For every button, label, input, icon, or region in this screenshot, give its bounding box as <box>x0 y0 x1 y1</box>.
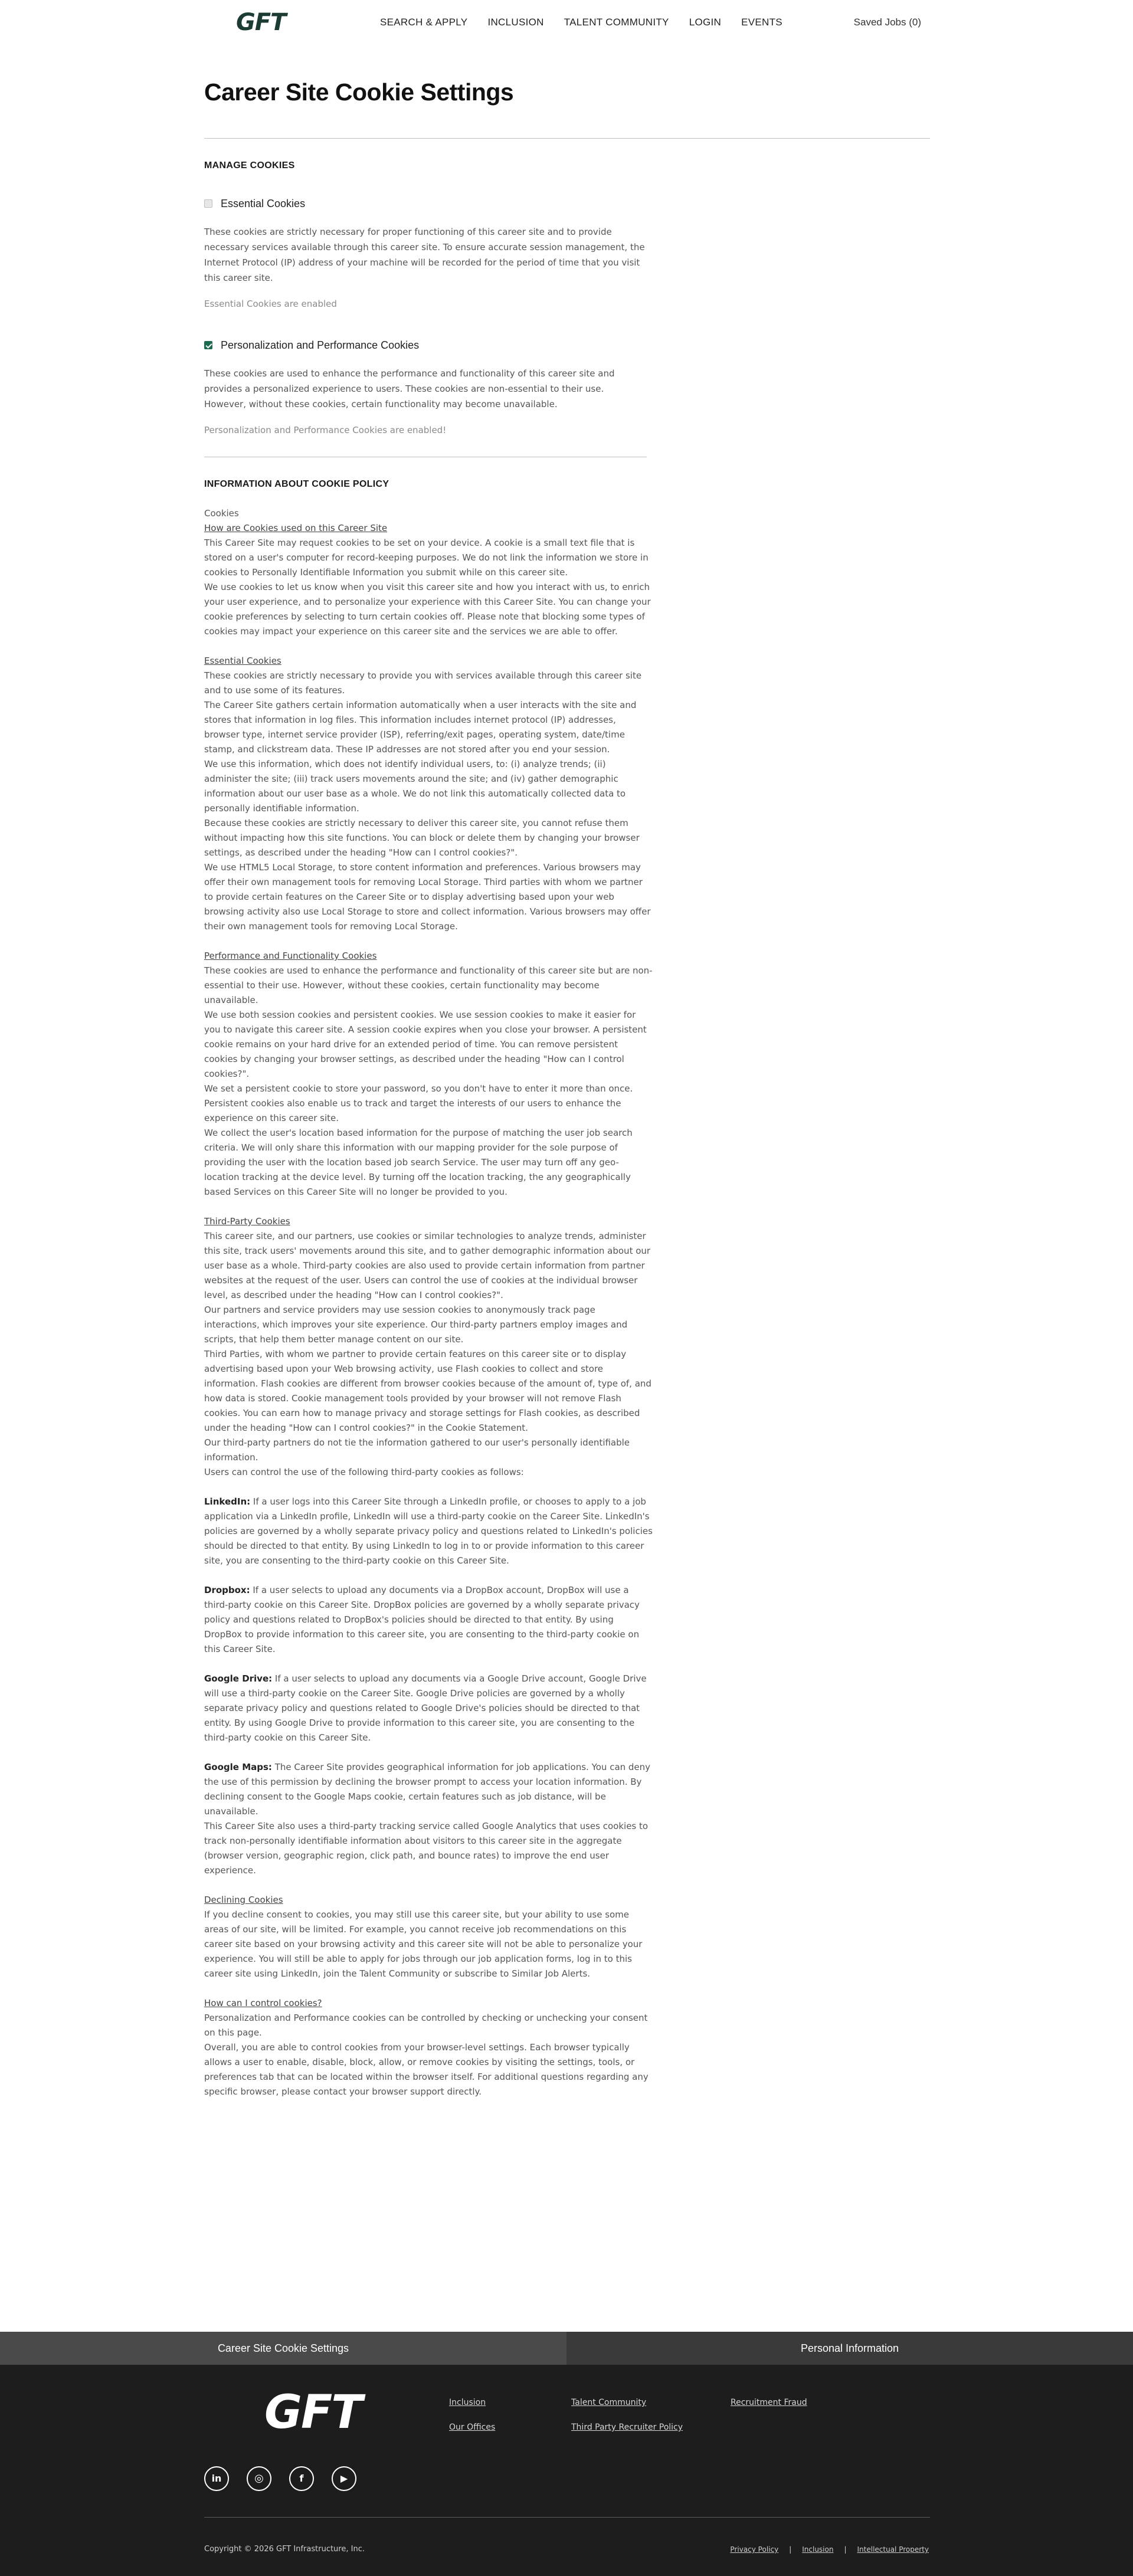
perf-p2: We use both session cookies and persistent cookies. We use session cookies to make it easier for you to navigate this career site. A session cookie expires when you close your browser. A persistent cookie remains on your hard drive for an extended period of time. You can remove persistent cookies by changing your browser settings, as described under the heading "How can I control cookies?". <box>204 1010 647 1079</box>
linkedin-icon[interactable]: in <box>204 2466 229 2491</box>
third-title: Third-Party Cookies <box>204 1216 290 1227</box>
linkedin-text: If a user logs into this Career Site through a LinkedIn profile, or chooses to apply to a job application via a LinkedIn profile, LinkedIn will use a third-party cookie on the Career Site. LinkedIn's policies are governed by a wholly separate privacy policy and questions related to LinkedIn's policies should be directed to that entity. By using LinkedIn to log in to or provide information to this career site, you are consenting to the third-party cookie on this Career Site. <box>204 1496 653 1566</box>
control-p2: Overall, you are able to control cookies from your browser-level settings. Each browser typically allows a user to enable, disable, block, allow, or remove cookies by visiting the settings, tools, or preferences tab that can be located within the browser itself. For additional questions regarding any specific browser, please contact your browser support directly. <box>204 2042 649 2097</box>
third-p4: Our third-party partners do not tie the information gathered to our user's personally identifiable information. <box>204 1437 630 1463</box>
gmaps-paragraph <box>204 1760 653 1819</box>
essential-cookies-row <box>204 196 647 211</box>
page-title: Career Site Cookie Settings <box>204 78 514 106</box>
nav-events[interactable]: EVENTS <box>741 17 782 28</box>
control-p1: Personalization and Performance cookies can be controlled by checking or unchecking your consent on this page. <box>204 2013 648 2038</box>
essential-cookies-status: Essential Cookies are enabled <box>204 299 337 309</box>
essential-p1: These cookies are strictly necessary to provide you with services available through this career site and to use some of its features. <box>204 670 642 696</box>
social-links <box>204 2466 356 2491</box>
essential-p5: We use HTML5 Local Storage, to store content information and preferences. Various browsers may offer their own management tools for removing Local Storage. Third parties with whom we partner to provide certain features on the Career Site or to display advertising based upon your web browsing activity also use Local Storage to store and collect information. Various browsers may offer their own management tools for removing Local Storage. <box>204 862 651 932</box>
cookie-policy-content <box>204 506 653 2099</box>
footer-link-fraud[interactable]: Recruitment Fraud <box>731 2398 807 2407</box>
instagram-icon[interactable]: ◎ <box>247 2466 271 2491</box>
performance-cookies-row <box>204 337 647 353</box>
site-footer <box>0 2365 1133 2576</box>
control-title: How can I control cookies? <box>204 1998 322 2008</box>
third-p2: Our partners and service providers may use session cookies to anonymously track page interactions, which improves your site experience. Our third-party partners employ images and scripts, that help them better manage content on our site. <box>204 1305 628 1345</box>
perf-p3: We set a persistent cookie to store your password, so you don't have to enter it more than once. Persistent cookies also enable us to track and target the interests of our users to enhance the experience on this career site. <box>204 1083 633 1123</box>
linkedin-paragraph <box>204 1495 653 1568</box>
gdrive-label: Google Drive: <box>204 1673 273 1684</box>
privacy-policy-link[interactable]: Privacy Policy <box>730 2545 779 2554</box>
legal-separator: | <box>789 2545 792 2554</box>
performance-cookies-status: Personalization and Performance Cookies are enabled! <box>204 425 447 435</box>
manage-cookies-title: MANAGE COOKIES <box>204 160 295 171</box>
essential-p4: Because these cookies are strictly necessary to deliver this career site, you cannot refuse them without impacting how this site functions. You can block or delete them by changing your browser settings, as described under the heading "How can I control cookies?". <box>204 818 640 858</box>
nav-talent-community[interactable]: TALENT COMMUNITY <box>564 17 669 28</box>
footer-link-offices[interactable]: Our Offices <box>449 2423 496 2432</box>
footer-link-talent[interactable]: Talent Community <box>571 2398 647 2407</box>
third-p1: This career site, and our partners, use cookies or similar technologies to analyze trends, administer this site, track users' movements around this site, and to gather demographic information about our user base as a whole. Third-party cookies are also used to provide certain information from partner websites at the request of the user. Users can control the use of cookies at the individual browser level, as described under the heading "How can I control cookies?". <box>204 1231 651 1300</box>
gmaps-label: Google Maps: <box>204 1762 272 1772</box>
gdrive-paragraph <box>204 1672 653 1745</box>
how-used-title: How are Cookies used on this Career Site <box>204 523 388 533</box>
performance-cookies-description: These cookies are used to enhance the performance and functionality of this career site and provides a personalized experience to users. These cookies are non-essential to their use. However, without these cookies, certain functionality may become unavailable. <box>204 368 615 409</box>
tab-personal-information[interactable]: Personal Information <box>800 2342 899 2354</box>
footer-tabs <box>0 2332 1133 2365</box>
perf-title: Performance and Functionality Cookies <box>204 951 377 961</box>
title-divider <box>204 138 930 139</box>
footer-link-third-party[interactable]: Third Party Recruiter Policy <box>571 2423 683 2432</box>
perf-p1: These cookies are used to enhance the performance and functionality of this career site but are non-essential to their use. However, without these cookies, certain functionality may become unavailable. <box>204 965 653 1005</box>
copyright: Copyright © 2026 GFT Infrastructure, Inc. <box>204 2545 365 2554</box>
declining-p1: If you decline consent to cookies, you may still use this career site, but your ability to use some areas of our site, will be limited. For example, you cannot receive job recommendations on this career site based on your browsing activity and this career site will not be able to personalize your experience. You will still be able to apply for jobs through our job application forms, log in to this career site using LinkedIn, join the Talent Community or subscribe to Similar Job Alerts. <box>204 1909 643 1979</box>
footer-link-inclusion[interactable]: Inclusion <box>449 2398 486 2407</box>
linkedin-label: LinkedIn: <box>204 1496 251 1507</box>
nav-login[interactable]: LOGIN <box>689 17 722 28</box>
cookie-policy-heading <box>204 477 647 492</box>
cookies-label: Cookies <box>204 508 239 519</box>
dropbox-text: If a user selects to upload any documents via a DropBox account, DropBox will use a third-party cookie on this Career Site. DropBox policies are governed by a wholly separate privacy policy and questions related to DropBox's policies should be directed to that entity. By using DropBox to provide information to this career site, you are consenting to the third-party cookie on this Career Site. <box>204 1585 640 1654</box>
footer-gft-logo[interactable]: GFT <box>264 2386 362 2439</box>
cookie-policy-title: INFORMATION ABOUT COOKIE POLICY <box>204 479 389 489</box>
legal-links <box>730 2542 929 2557</box>
facebook-icon[interactable]: f <box>289 2466 314 2491</box>
manage-cookies-heading <box>204 158 647 173</box>
how-used-p2: We use cookies to let us know when you visit this career site and how you interact with us, to enrich your user experience, and to personalize your experience with this Career Site. You can change your cookie preferences by selecting to turn certain cookies off. Please note that blocking some types of cookies may impact your experience on this career site and the services we are able to offer. <box>204 582 651 637</box>
essential-cookies-description: These cookies are strictly necessary for proper functioning of this career site and to provide necessary services available through this career site. To ensure accurate session management, the Internet Protocol (IP) address of your machine will be recorded for the period of time that you visit this career site. <box>204 227 645 283</box>
essential-p3: We use this information, which does not identify individual users, to: (i) analyze trends; (ii) administer the site; (iii) track users movements around the site; and (iv) gather demographic information about our user base as a whole. We do not link this automatically collected data to personally identifiable information. <box>204 759 626 814</box>
main-nav <box>380 14 782 31</box>
gmaps-text: The Career Site provides geographical information for job applications. You can deny the use of this permission by declining the browser prompt to access your location information. By declining consent to the Google Maps cookie, certain features such as job distance, will be unavailable. <box>204 1762 651 1817</box>
perf-p4: We collect the user's location based information for the purpose of matching the user job search criteria. We will only share this information with our mapping provider for the sole purpose of providing the user with the location based job search Service. The user may turn off any geo-location tracking at the device level. By turning off the location tracking, the any geographically based Services on this Career Site will no longer be provided to you. <box>204 1128 633 1197</box>
dropbox-label: Dropbox: <box>204 1585 250 1595</box>
performance-cookies-checkbox[interactable] <box>204 341 212 349</box>
essential-title: Essential Cookies <box>204 656 281 666</box>
gdrive-text: If a user selects to upload any documents via a Google Drive account, Google Drive will use a third-party cookie on the Career Site. Google Drive policies are governed by a wholly separate privacy policy and questions related to Google Drive's policies should be directed to that entity. By using Google Drive to provide information to this career site, you are consenting to the third-party cookie on this Career Site. <box>204 1673 647 1743</box>
footer-divider <box>204 2517 930 2518</box>
essential-cookies-checkbox <box>204 199 212 208</box>
dropbox-paragraph <box>204 1583 653 1657</box>
essential-p2: The Career Site gathers certain information automatically when a user interacts with the site and stores that information in log files. This information includes internet protocol (IP) addresses, browser type, internet service provider (ISP), referring/exit pages, operating system, date/time stamp, and clickstream data. These IP addresses are not stored after you end your session. <box>204 700 637 755</box>
declining-title: Declining Cookies <box>204 1895 283 1905</box>
inclusion-legal-link[interactable]: Inclusion <box>802 2545 834 2554</box>
essential-cookies-label: Essential Cookies <box>221 198 306 209</box>
tab-cookie-settings[interactable]: Career Site Cookie Settings <box>0 2332 566 2365</box>
site-header <box>0 0 1133 47</box>
third-p5: Users can control the use of the following third-party cookies as follows: <box>204 1467 524 1477</box>
third-p3: Third Parties, with whom we partner to provide certain features on this career site or to display advertising based upon your Web browsing activity, use Flash cookies to collect and store information. Flash cookies are different from browser cookies because of the amount of, type of, and how data is stored. Cookie management tools provided by your browser will not remove Flash cookies. You can earn how to manage privacy and storage settings for Flash cookies, as described under the heading "How can I control cookies?" in the Cookie Statement. <box>204 1349 651 1433</box>
nav-inclusion[interactable]: INCLUSION <box>487 17 544 28</box>
analytics-paragraph: This Career Site also uses a third-party tracking service called Google Analytics that uses cookies to track non-personally identifiable information about visitors to this career site in the aggregate (browser version, geographic region, click path, and bounce rates) to improve the end user experience. <box>204 1821 649 1876</box>
nav-search-apply[interactable]: SEARCH & APPLY <box>380 17 468 28</box>
gft-logo[interactable]: GFT <box>236 9 286 36</box>
intellectual-property-link[interactable]: Intellectual Property <box>857 2545 929 2554</box>
how-used-p1: This Career Site may request cookies to be set on your device. A cookie is a small text file that is stored on a user's computer for record-keeping purposes. We do not link the information we store in cookies to Personally Identifiable Information you submit while on this career site. <box>204 538 649 578</box>
youtube-icon[interactable]: ▶ <box>332 2466 356 2491</box>
legal-separator: | <box>844 2545 847 2554</box>
performance-cookies-label[interactable]: Personalization and Performance Cookies <box>221 339 420 351</box>
saved-jobs-link[interactable]: Saved Jobs (0) <box>853 17 921 28</box>
